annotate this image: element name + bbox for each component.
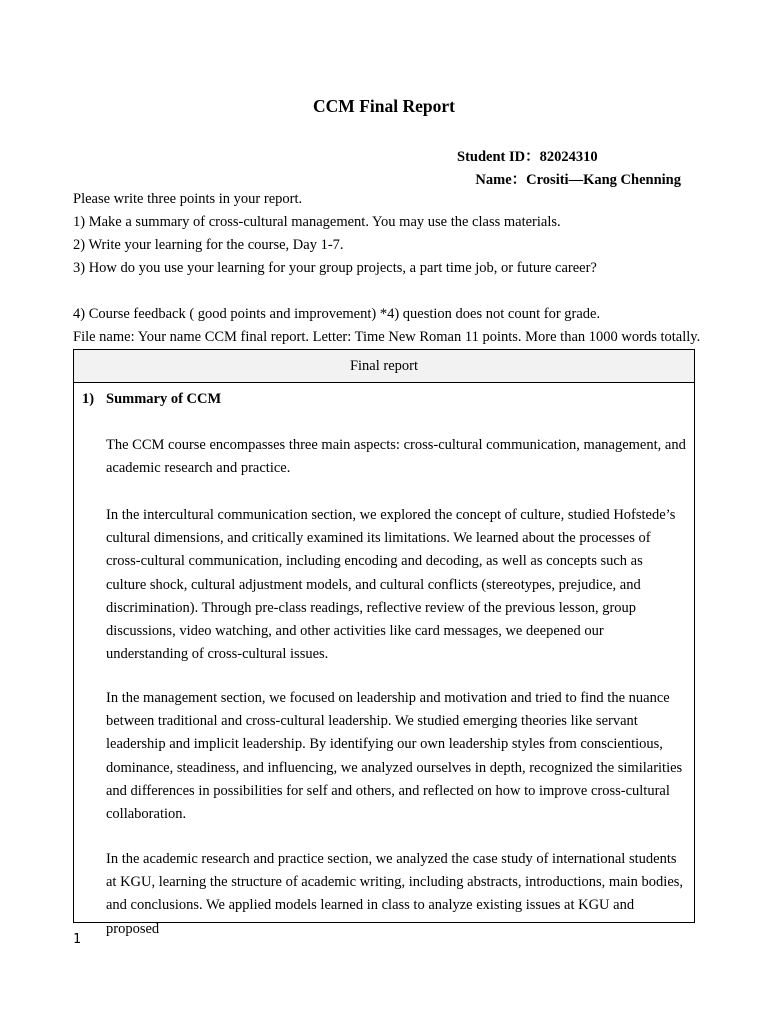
final-report-box	[73, 349, 695, 937]
report-title: CCM Final Report	[313, 96, 455, 116]
instruction-point-3: 3) How do you use your learning for your group projects, a part time job, or future career?	[73, 260, 597, 276]
instruction-point-1: 1) Make a summary of cross-cultural management. You may use the class materials.	[73, 214, 561, 230]
student-name: Name：Crositi—Kang Chenning	[475, 172, 681, 188]
instruction-point-2: 2) Write your learning for the course, Day 1-7.	[73, 237, 344, 253]
final-report-header: Final report	[74, 350, 694, 383]
section-number: 1)	[82, 391, 95, 407]
instruction-intro: Please write three points in your report.	[73, 191, 303, 207]
section-title: Summary of CCM	[106, 391, 222, 407]
student-id: Student ID：82024310	[457, 149, 598, 165]
summary-paragraph-overview: The CCM course encompasses three main aspects: cross-cultural communication, management, and academic research and practice.	[106, 437, 686, 477]
instruction-point-4: 4) Course feedback ( good points and improvement) *4) question does not count for grade.	[73, 306, 601, 322]
summary-paragraph-management: In the management section, we focused on leadership and motivation and tried to find the nuance between traditional and cross-cultural leadership. We studied emerging theories like servant leadership and implicit leadership. By identifying our own leadership styles from conscientious, dominance, steadiness, and influencing, we analyzed ourselves in depth, recognized the similarities and differences in possibilities for self and others, and reflected on how to improve cross-cultural collaboration.	[106, 690, 683, 823]
summary-paragraph-research: In the academic research and practice section, we analyzed the case study of international students at KGU, learning the structure of academic writing, including abstracts, introductions, main bodies, and conclusions. We applied models learned in class to analyze existing issues at KGU and proposed	[106, 851, 684, 937]
page-number: 1	[73, 932, 81, 947]
section-heading	[82, 391, 221, 408]
instruction-file-format: File name: Your name CCM final report. Letter: Time New Roman 11 points. More than 1000 words totally.	[73, 329, 701, 345]
summary-paragraph-communication: In the intercultural communication section, we explored the concept of culture, studied Hofstede’s cultural dimensions, and critically examined its limitations. We learned about the processes of cross-cultural communication, including encoding and decoding, as well as concepts such as culture shock, cultural adjustment models, and cultural conflicts (stereotypes, prejudice, and discrimination). Through pre-class readings, reflective review of the previous lesson, group discussions, video watching, and other activities like card messages, we deepened our understanding of cross-cultural issues.	[106, 507, 676, 663]
